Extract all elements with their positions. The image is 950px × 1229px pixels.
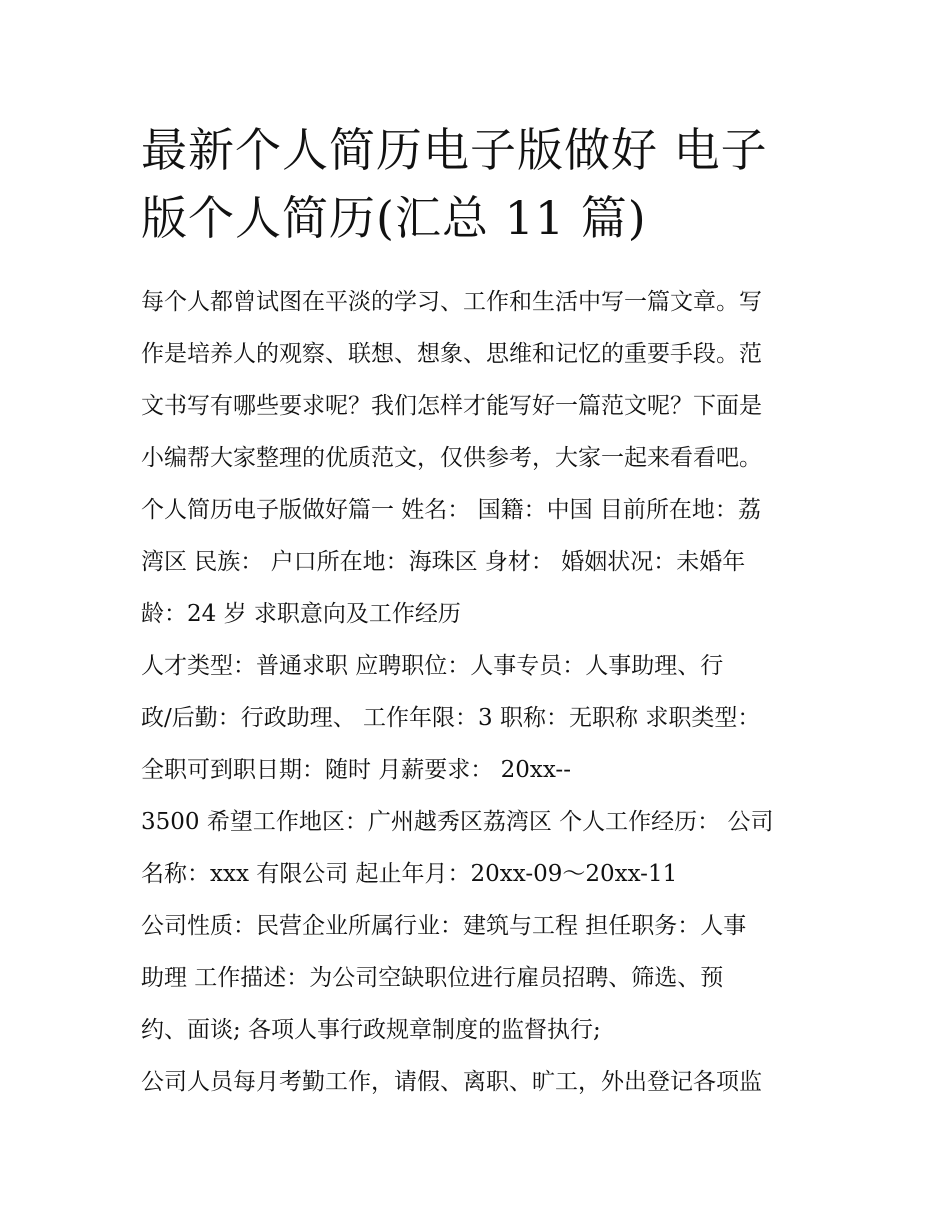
document-title [141,116,821,252]
body-line: 湾区 民族： 户口所在地：海珠区 身材： 婚姻状况：未婚年 [141,549,746,575]
body-line: 公司性质：民营企业所属行业：建筑与工程 担任职务：人事 [141,913,747,939]
body-line: 文书写有哪些要求呢？我们怎样才能写好一篇范文呢？下面是 [141,393,762,419]
body-line: 小编帮大家整理的优质范文，仅供参考，大家一起来看看吧。 [141,445,762,471]
title-line: 版个人简历(汇总 11 篇) [141,191,647,245]
body-line: 作是培养人的观察、联想、想象、思维和记忆的重要手段。范 [141,341,762,367]
body-line: 个人简历电子版做好篇一 姓名： 国籍：中国 目前所在地：荔 [141,497,761,523]
body-line: 约、面谈; 各项人事行政规章制度的监督执行; [141,1017,601,1043]
body-line: 政/后勤：行政助理、 工作年限：3 职称：无职称 求职类型： [141,705,761,731]
body-line: 公司人员每月考勤工作，请假、离职、旷工，外出登记各项监 [141,1069,762,1095]
document-body [141,276,841,1108]
body-line: 3500 希望工作地区：广州越秀区荔湾区 个人工作经历： 公司 [141,809,774,835]
body-line: 人才类型：普通求职 应聘职位：人事专员：人事助理、行 [141,653,724,679]
body-line: 名称：xxx 有限公司 起止年月：20xx-09～20xx-11 [141,861,678,887]
body-line: 龄：24 岁 求职意向及工作经历 [141,601,461,627]
body-line: 助理 工作描述：为公司空缺职位进行雇员招聘、筛选、预 [141,965,724,991]
body-line: 每个人都曾试图在平淡的学习、工作和生活中写一篇文章。写 [141,289,762,315]
title-line: 最新个人简历电子版做好 电子 [141,123,768,177]
body-line: 全职可到职日期：随时 月薪要求： 20xx-- [141,757,571,783]
